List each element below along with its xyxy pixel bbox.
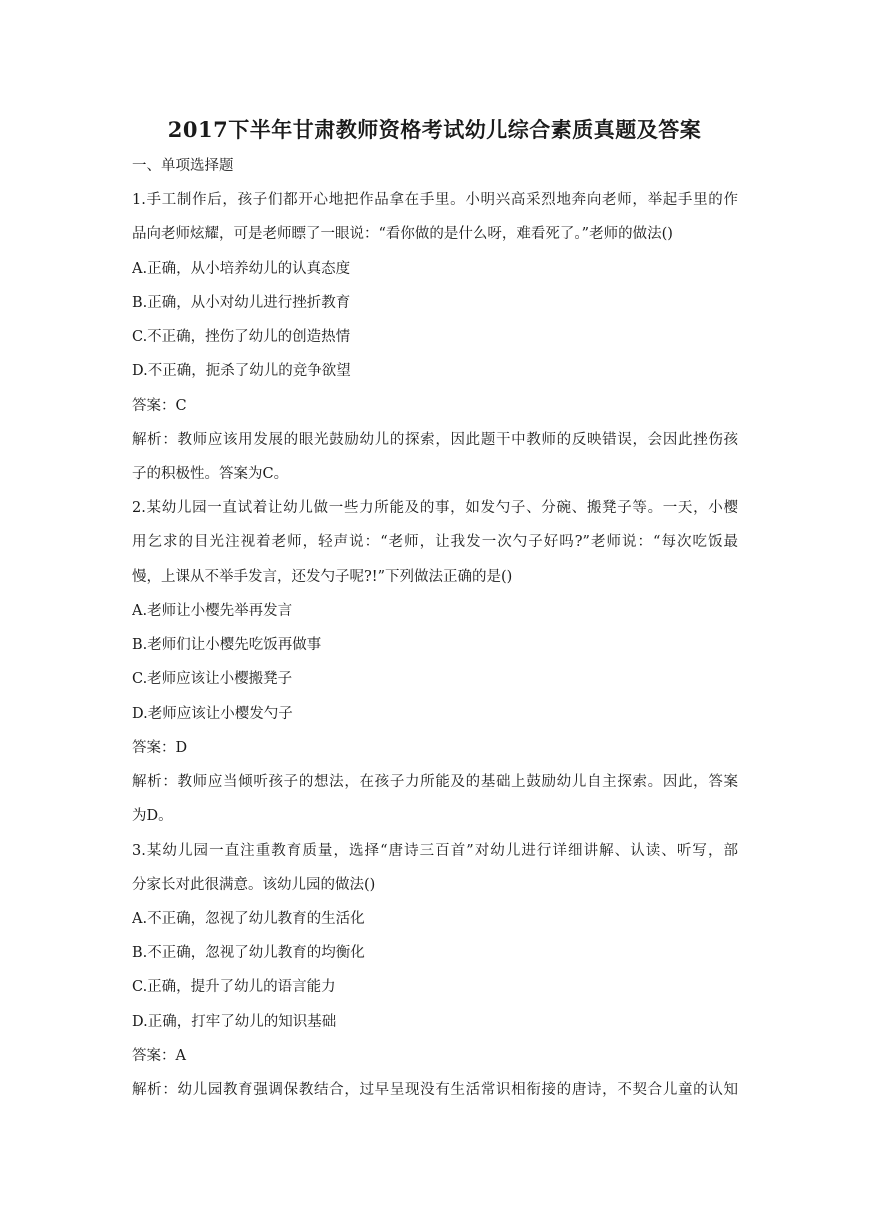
question-3-answer: 答案：A [132, 1048, 186, 1064]
question-3-stem-line-2: 分家长对此很满意。该幼儿园的做法() [132, 877, 376, 893]
question-2-answer: 答案：D [132, 740, 188, 756]
question-2-stem-line-1: 2.某幼儿园一直试着让幼儿做一些力所能及的事，如发勺子、分碗、搬凳子等。一天，小樱 [132, 500, 738, 516]
question-2-analysis-line-2: 为D。 [132, 808, 173, 824]
question-1-analysis-line-2: 子的积极性。答案为C。 [132, 466, 289, 482]
question-1-stem-line-2: 品向老师炫耀，可是老师瞟了一眼说：“看你做的是什么呀，难看死了。”老师的做法() [132, 226, 673, 242]
question-1-option-c: C.不正确，挫伤了幼儿的创造热情 [132, 329, 351, 345]
question-2-stem-line-3: 慢，上课从不举手发言，还发勺子呢?!”下列做法正确的是() [132, 569, 513, 585]
question-2-option-d: D.老师应该让小樱发勺子 [132, 706, 293, 722]
question-1-stem-line-1: 1.手工制作后，孩子们都开心地把作品拿在手里。小明兴高采烈地奔向老师，举起手里的作 [132, 192, 738, 208]
question-2-analysis-line-1: 解析：教师应当倾听孩子的想法，在孩子力所能及的基础上鼓励幼儿自主探索。因此，答案 [132, 774, 738, 790]
question-2-option-c: C.老师应该让小樱搬凳子 [132, 671, 293, 687]
section-heading: 一、单项选择题 [132, 158, 234, 174]
document-title: 2017下半年甘肃教师资格考试幼儿综合素质真题及答案 [167, 117, 702, 142]
question-2-option-b: B.老师们让小樱先吃饭再做事 [132, 637, 322, 653]
question-1-answer: 答案：C [132, 398, 187, 414]
question-3-option-a: A.不正确，忽视了幼儿教育的生活化 [132, 911, 365, 927]
question-1-option-a: A.正确，从小培养幼儿的认真态度 [132, 261, 351, 277]
question-1-analysis-line-1: 解析：教师应该用发展的眼光鼓励幼儿的探索，因此题干中教师的反映错误，会因此挫伤孩 [132, 432, 738, 448]
question-1-option-b: B.正确，从小对幼儿进行挫折教育 [132, 295, 351, 311]
question-2-option-a: A.老师让小樱先举再发言 [132, 603, 293, 619]
question-3-option-b: B.不正确，忽视了幼儿教育的均衡化 [132, 945, 365, 961]
question-1-option-d: D.不正确，扼杀了幼儿的竞争欲望 [132, 363, 351, 379]
question-2-stem-line-2: 用乞求的目光注视着老师，轻声说：“老师，让我发一次勺子好吗?”老师说：“每次吃饭最 [132, 534, 738, 550]
question-3-analysis-line-1: 解析：幼儿园教育强调保教结合，过早呈现没有生活常识相衔接的唐诗，不契合儿童的认知 [132, 1082, 738, 1098]
question-3-option-d: D.正确，打牢了幼儿的知识基础 [132, 1014, 337, 1030]
question-3-stem-line-1: 3.某幼儿园一直注重教育质量，选择“唐诗三百首”对幼儿进行详细讲解、认读、听写，部 [132, 843, 738, 859]
question-3-option-c: C.正确，提升了幼儿的语言能力 [132, 979, 336, 995]
